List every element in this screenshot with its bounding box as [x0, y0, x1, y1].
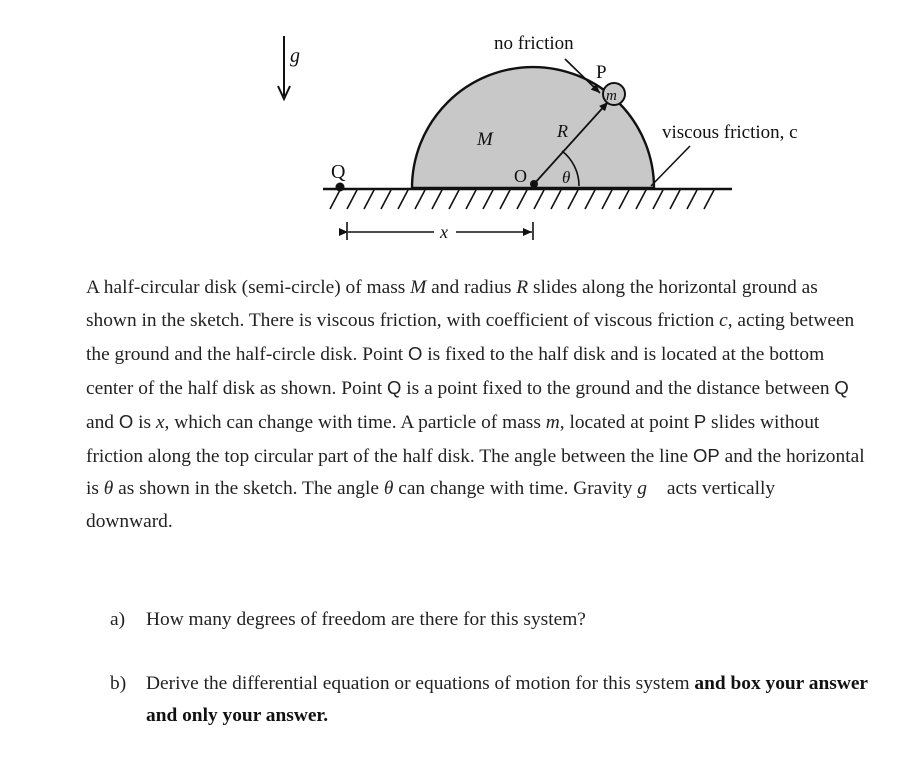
symbol-point-q: Q [834, 376, 849, 398]
symbol-mass-disk: M [410, 277, 427, 298]
text-segment: A half-circular disk (semi-circle) of mass [86, 277, 411, 298]
particle-label: m [606, 88, 617, 104]
symbol-point-q: Q [387, 376, 402, 398]
text-segment: is fixed to the half disk and is located at the bottom center of the half disk as shown. Point [86, 343, 825, 399]
radius-label: R [557, 121, 568, 141]
text-segment: and [86, 411, 119, 433]
symbol-theta: θ [383, 478, 394, 500]
point-o-label: O [514, 166, 527, 186]
symbol-point-o: O [408, 342, 423, 364]
question-b [110, 668, 870, 732]
symbol-line-op: OP [693, 444, 720, 466]
text-segment: slides along the horizontal ground as shown in the sketch. There is viscous friction, with coefficient of viscous friction [86, 277, 818, 331]
problem-statement [86, 272, 866, 539]
question-b-text: Derive the differential equation or equations of motion for this system [146, 673, 695, 694]
symbol-viscous-coefficient: c [719, 309, 728, 331]
x-label: x [440, 222, 448, 242]
symbol-point-p: P [693, 410, 707, 432]
symbol-theta: θ [103, 478, 114, 500]
point-q-dot [336, 183, 345, 192]
text-segment: , which can change with time. A particle of mass [164, 411, 546, 433]
gravity-label: g⃗ [290, 45, 316, 67]
text-segment: can change with time. Gravity [393, 478, 638, 500]
symbol-gravity: g⃗ [637, 478, 663, 500]
point-p-label: P [596, 62, 607, 83]
text-segment: and the horizontal is [86, 445, 865, 500]
point-q-label: Q [331, 161, 346, 183]
problem-diagram [0, 0, 907, 270]
question-a-text: How many degrees of freedom are there for this system? [146, 609, 586, 630]
question-b-label: b) [110, 673, 127, 694]
symbol-radius: R [516, 277, 529, 298]
text-segment: as shown in the sketch. The angle [113, 478, 384, 500]
text-segment: acts vertically downward. [86, 478, 776, 533]
text-segment: slides without friction along the top circular part of the half disk. The angle between the line [86, 411, 820, 467]
viscous-friction-label: viscous friction, c [662, 122, 798, 143]
mass-label: M [477, 129, 493, 150]
symbol-point-o: O [118, 410, 134, 432]
text-segment: , acting between the ground and the half-circle disk. Point [86, 309, 855, 365]
no-friction-label: no friction [494, 33, 574, 54]
gravity-arrow [278, 36, 290, 99]
question-b-bold-text: and box your answer and only your answer. [146, 673, 868, 726]
text-segment: is [133, 411, 156, 433]
symbol-distance-x: x [155, 411, 165, 433]
text-segment: is a point fixed to the ground and the distance between [401, 377, 835, 399]
viscous-friction-pointer [651, 146, 690, 186]
question-a-label: a) [110, 609, 126, 630]
text-segment: and radius [426, 277, 517, 298]
symbol-particle-mass: m [545, 411, 560, 433]
ground-hatching [330, 190, 714, 209]
theta-label: θ [562, 168, 571, 187]
text-segment: , located at point [559, 411, 694, 433]
question-a [110, 604, 870, 636]
question-b-body [146, 668, 870, 732]
